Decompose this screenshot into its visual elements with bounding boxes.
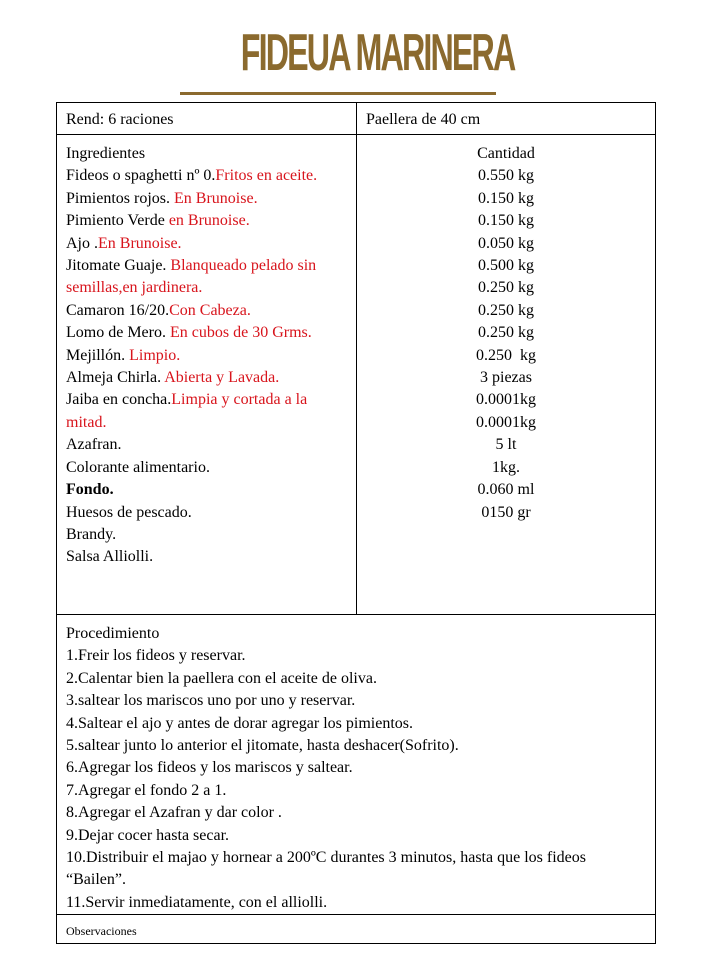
ingredient-item	[66, 165, 348, 187]
ingredient-name: Camaron 16/20.	[66, 301, 170, 319]
procedure-steps	[66, 645, 646, 914]
ingredient-name: Jitomate Guaje.	[66, 257, 171, 275]
ingredient-item	[66, 233, 348, 255]
procedure-step: 3.saltear los mariscos uno por uno y reservar.	[66, 692, 356, 710]
ingredient-item	[66, 210, 348, 232]
ingredients-heading: Ingredientes	[66, 145, 146, 162]
observations-label: Observaciones	[66, 924, 137, 938]
pan-size-label: Paellera de 40 cm	[366, 111, 481, 128]
ingredient-item	[66, 188, 348, 210]
ingredient-name: Fideos o spaghetti nº 0.	[66, 167, 216, 185]
header-row	[57, 103, 655, 135]
column-divider	[356, 103, 357, 135]
procedure-step: 2.Calentar bien la paellera con el aceite de oliva.	[66, 669, 377, 687]
title-underline	[180, 92, 496, 95]
quantity-item: 0.150 kg	[478, 189, 534, 207]
quantity-item: 0.250 kg	[478, 324, 534, 342]
ingredient-item	[66, 457, 348, 479]
ingredient-item	[66, 255, 348, 300]
ingredient-note: Abierta y Lavada.	[164, 369, 280, 387]
fondo-item: Huesos de pescado.	[66, 503, 192, 521]
quantity-item: 0.150 kg	[478, 212, 534, 230]
yield-label: Rend: 6 raciones	[66, 111, 174, 128]
ingredient-note: Con Cabeza.	[169, 301, 251, 319]
quantity-item: 3 piezas	[480, 369, 532, 387]
ingredient-name: Almeja Chirla.	[66, 369, 165, 387]
recipe-table	[56, 102, 656, 944]
procedure-row	[57, 615, 655, 915]
ingredient-note: En Brunoise.	[98, 234, 182, 252]
ingredient-item	[66, 367, 348, 389]
ingredient-item	[66, 389, 348, 434]
procedure-step: 9.Dejar cocer hasta secar.	[66, 826, 230, 844]
ingredient-note: En Brunoise.	[174, 189, 258, 207]
quantity-item: 0.500 kg	[478, 257, 534, 275]
ingredient-name: Pimiento Verde	[66, 212, 169, 230]
ingredient-note: Blanqueado pelado sin semillas,en jardinera.	[66, 257, 317, 297]
ingredient-note: En cubos de 30 Grms.	[169, 324, 312, 342]
fondo-items	[66, 502, 348, 569]
procedure-step: 5.saltear junto lo anterior el jitomate, hasta deshacer(Sofrito).	[66, 737, 459, 755]
ingredient-item	[66, 322, 348, 344]
quantities-list	[357, 143, 655, 524]
quantity-item: 0.250 kg	[478, 301, 534, 319]
procedure-step: 6.Agregar los fideos y los mariscos y saltear.	[66, 759, 353, 777]
ingredient-name: Pimientos rojos.	[66, 189, 175, 207]
procedure-step: 11.Servir inmediatamente, con el alliolli.	[66, 893, 328, 911]
ingredient-name: Colorante alimentario.	[66, 458, 210, 476]
quantity-item: 0.050 kg	[478, 234, 534, 252]
procedure-step: 10.Distribuir el majao y hornear a 200ºC durantes 3 minutos, hasta que los fideos “Bailen”.	[66, 849, 586, 889]
ingredient-name: Azafran.	[66, 436, 122, 454]
procedure-list	[66, 623, 646, 914]
quantity-item: 0.550 kg	[478, 167, 534, 185]
observations-row	[57, 915, 655, 943]
quantity-item: 1kg.	[492, 458, 520, 476]
ingredient-items	[66, 165, 348, 479]
quantity-item: 0150 gr	[481, 503, 531, 521]
quantity-item: 0.0001kg	[476, 413, 536, 431]
recipe-title: FIDEUA MARINERA	[240, 24, 515, 82]
procedure-step: 1.Freir los fideos y reservar.	[66, 647, 246, 665]
quantities-heading: Cantidad	[477, 145, 535, 162]
quantity-item: 0.060 ml	[477, 481, 535, 499]
quantity-item: 5 lt	[495, 436, 517, 454]
quantity-items	[357, 165, 655, 524]
ingredient-name: Mejillón.	[66, 346, 130, 364]
fondo-heading: Fondo.	[66, 481, 114, 499]
ingredient-name: Jaiba en concha.	[66, 391, 172, 409]
procedure-heading: Procedimiento	[66, 625, 160, 642]
ingredient-note: Fritos en aceite.	[215, 167, 318, 185]
ingredient-note: Limpia y cortada a la mitad.	[66, 391, 308, 431]
ingredients-row	[57, 135, 655, 615]
quantity-item: 0.0001kg	[476, 391, 536, 409]
quantity-item: 0.250 kg	[478, 279, 534, 297]
fondo-item: Brandy.	[66, 525, 117, 543]
ingredient-item	[66, 434, 348, 456]
procedure-step: 4.Saltear el ajo y antes de dorar agregar los pimientos.	[66, 714, 413, 732]
fondo-item: Salsa Alliolli.	[66, 548, 154, 566]
ingredient-note: en Brunoise.	[168, 212, 250, 230]
ingredient-item	[66, 300, 348, 322]
ingredients-list	[66, 143, 348, 569]
ingredient-name: Lomo de Mero.	[66, 324, 170, 342]
ingredient-name: Ajo .	[66, 234, 98, 252]
procedure-step: 8.Agregar el Azafran y dar color .	[66, 804, 282, 822]
quantity-item: 0.250 kg	[476, 346, 536, 364]
procedure-step: 7.Agregar el fondo 2 a 1.	[66, 781, 227, 799]
ingredient-item	[66, 345, 348, 367]
ingredient-note: Limpio.	[129, 346, 181, 364]
